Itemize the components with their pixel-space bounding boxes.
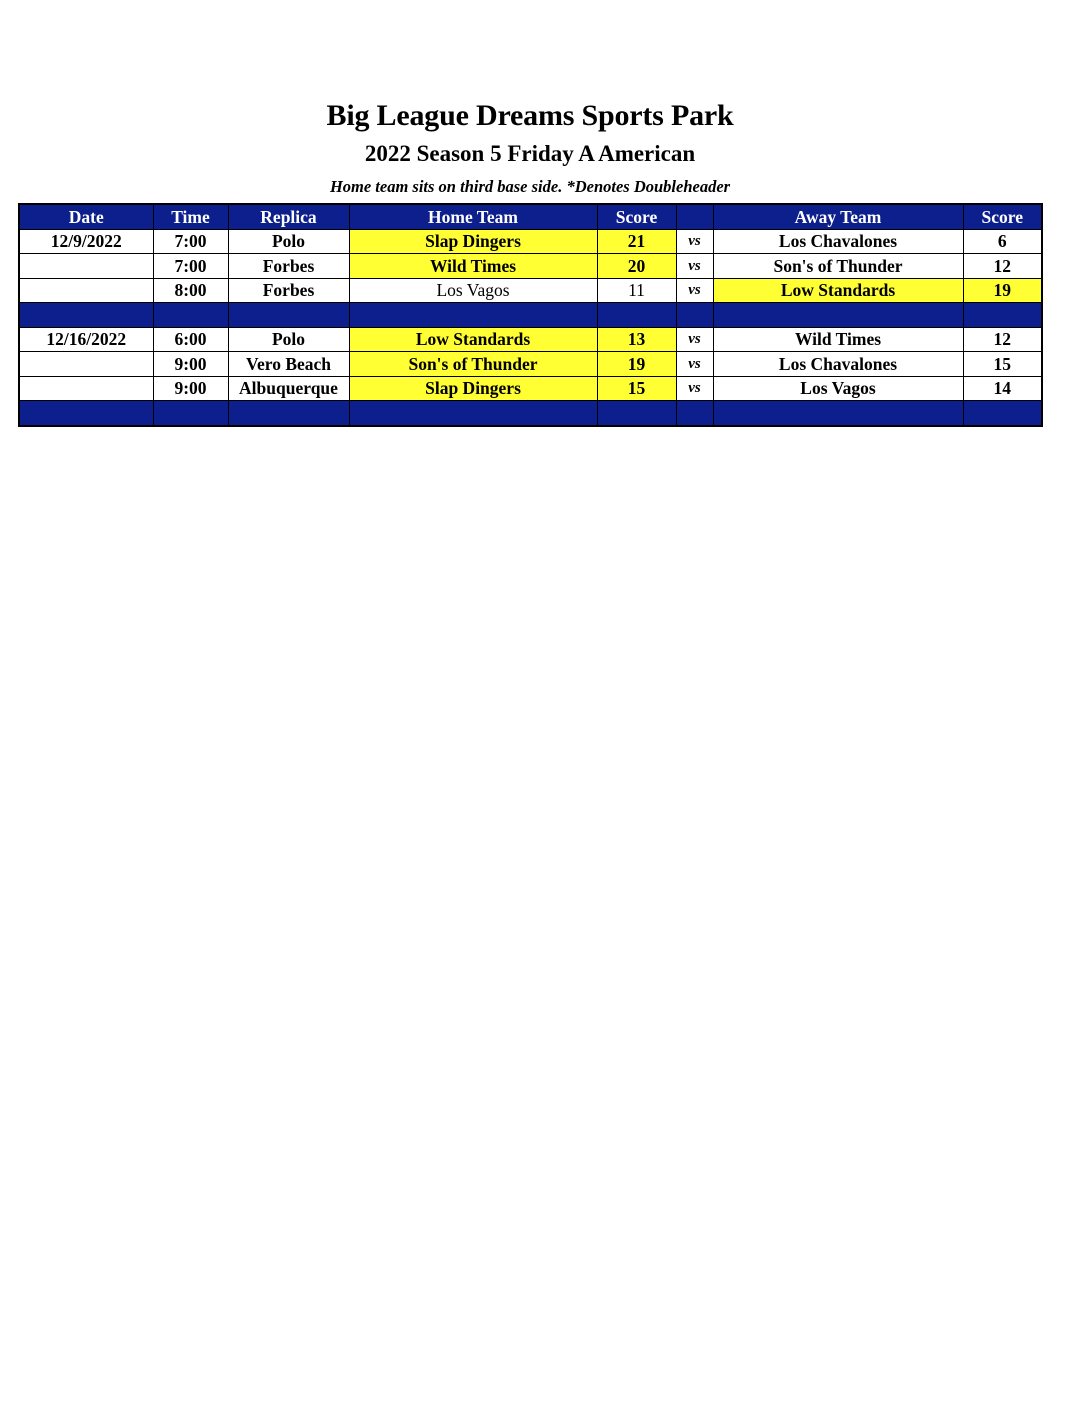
date-cell: 12/9/2022 [19, 229, 153, 254]
replica-cell: Polo [228, 229, 349, 254]
away-score-cell: 15 [963, 352, 1042, 377]
away-score-cell: 12 [963, 254, 1042, 279]
vs-label: vs [676, 352, 713, 377]
date-cell [19, 278, 153, 303]
separator-cell [349, 401, 597, 426]
separator-cell [228, 303, 349, 328]
home-team-cell: Slap Dingers [349, 376, 597, 401]
column-header-replica: Replica [228, 204, 349, 229]
schedule-note: Home team sits on third base side. *Denotes Doubleheader [329, 177, 731, 196]
separator-cell [963, 303, 1042, 328]
column-header-date: Date [19, 204, 153, 229]
column-header-home-team: Home Team [349, 204, 597, 229]
time-cell: 7:00 [153, 254, 228, 279]
separator-cell [228, 401, 349, 426]
separator-cell [153, 401, 228, 426]
column-header-away-score: Score [963, 204, 1042, 229]
table-row [19, 327, 1042, 352]
home-score-cell: 19 [597, 352, 676, 377]
away-team-cell: Wild Times [713, 327, 963, 352]
column-header-vs [676, 204, 713, 229]
home-score-cell: 15 [597, 376, 676, 401]
away-team-cell: Los Chavalones [713, 229, 963, 254]
home-team-cell: Son's of Thunder [349, 352, 597, 377]
table-row [19, 229, 1042, 254]
home-team-cell: Los Vagos [349, 278, 597, 303]
separator-cell [597, 401, 676, 426]
table-row [19, 376, 1042, 401]
table-header-row [19, 204, 1042, 229]
separator-cell [19, 303, 153, 328]
separator-cell [676, 401, 713, 426]
home-team-cell: Slap Dingers [349, 229, 597, 254]
vs-label: vs [676, 327, 713, 352]
home-score-cell: 11 [597, 278, 676, 303]
column-header-home-score: Score [597, 204, 676, 229]
home-score-cell: 21 [597, 229, 676, 254]
replica-cell: Vero Beach [228, 352, 349, 377]
page-title: Big League Dreams Sports Park [326, 99, 734, 132]
schedule-table [18, 203, 1043, 427]
away-score-cell: 6 [963, 229, 1042, 254]
season-subtitle: 2022 Season 5 Friday A American [364, 141, 696, 166]
separator-cell [597, 303, 676, 328]
replica-cell: Polo [228, 327, 349, 352]
vs-label: vs [676, 278, 713, 303]
separator-cell [713, 303, 963, 328]
time-cell: 9:00 [153, 352, 228, 377]
column-header-away-team: Away Team [713, 204, 963, 229]
table-row [19, 352, 1042, 377]
replica-cell: Albuquerque [228, 376, 349, 401]
home-score-cell: 20 [597, 254, 676, 279]
away-score-cell: 19 [963, 278, 1042, 303]
separator-cell [713, 401, 963, 426]
games-table-body [19, 229, 1042, 426]
away-team-cell: Los Vagos [713, 376, 963, 401]
separator-cell [349, 303, 597, 328]
separator-cell [153, 303, 228, 328]
home-team-cell: Low Standards [349, 327, 597, 352]
home-team-cell: Wild Times [349, 254, 597, 279]
separator-row [19, 401, 1042, 426]
date-cell [19, 376, 153, 401]
separator-cell [963, 401, 1042, 426]
away-team-cell: Son's of Thunder [713, 254, 963, 279]
replica-cell: Forbes [228, 278, 349, 303]
date-cell [19, 352, 153, 377]
separator-cell [19, 401, 153, 426]
vs-label: vs [676, 376, 713, 401]
away-score-cell: 14 [963, 376, 1042, 401]
away-team-cell: Low Standards [713, 278, 963, 303]
away-score-cell: 12 [963, 327, 1042, 352]
vs-label: vs [676, 254, 713, 279]
time-cell: 9:00 [153, 376, 228, 401]
time-cell: 6:00 [153, 327, 228, 352]
away-team-cell: Los Chavalones [713, 352, 963, 377]
separator-row [19, 303, 1042, 328]
column-header-time: Time [153, 204, 228, 229]
replica-cell: Forbes [228, 254, 349, 279]
vs-label: vs [676, 229, 713, 254]
date-cell: 12/16/2022 [19, 327, 153, 352]
time-cell: 7:00 [153, 229, 228, 254]
table-row [19, 254, 1042, 279]
time-cell: 8:00 [153, 278, 228, 303]
table-row [19, 278, 1042, 303]
separator-cell [676, 303, 713, 328]
home-score-cell: 13 [597, 327, 676, 352]
date-cell [19, 254, 153, 279]
